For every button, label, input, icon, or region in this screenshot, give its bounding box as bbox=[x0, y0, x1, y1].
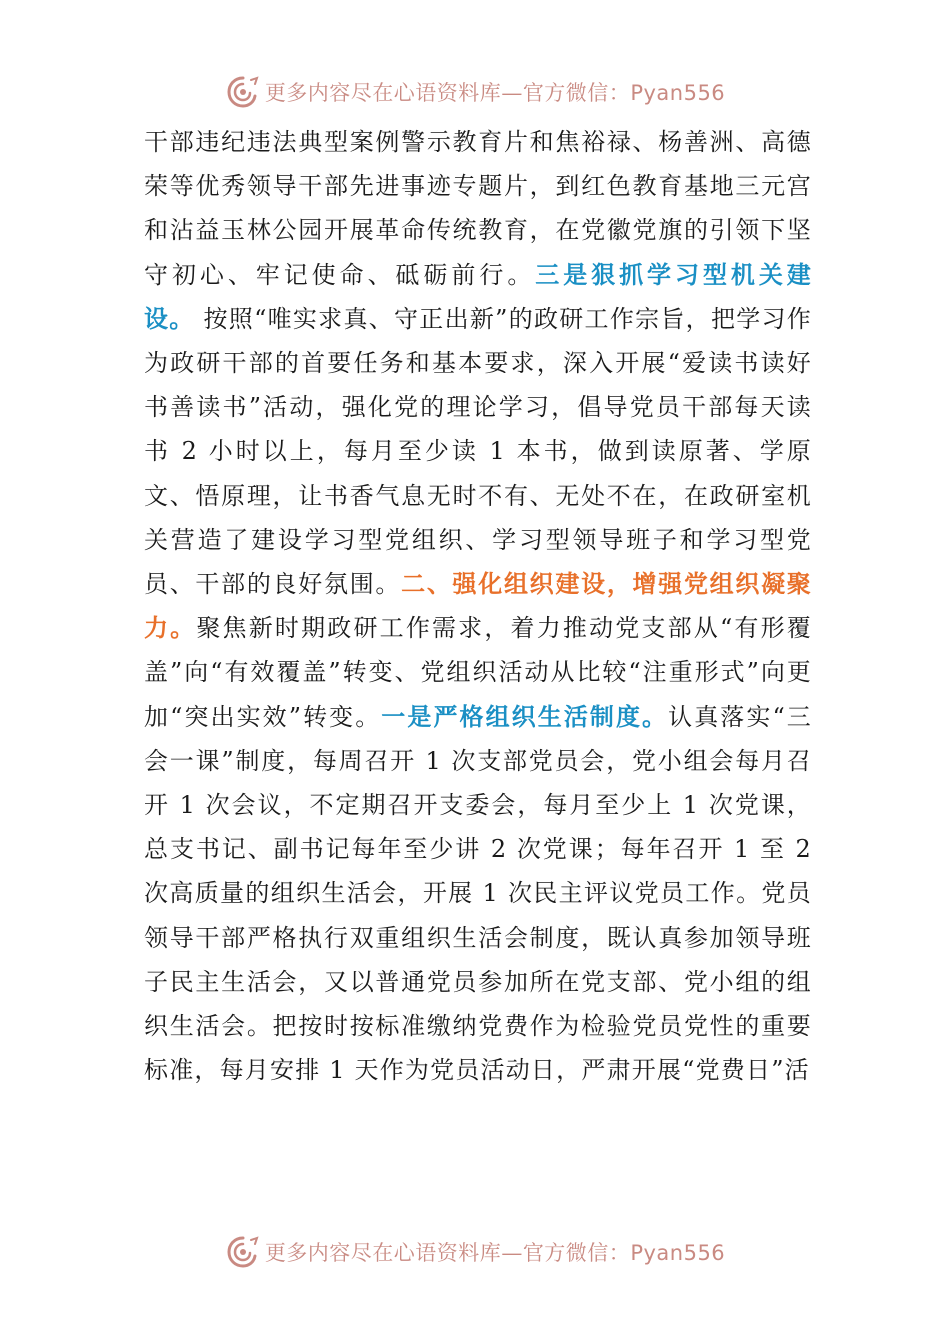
body-text-4: 认真落实“三会一课”制度，每周召开 1 次支部党员会，党小组会每月召开 1 次会议，不定期召开支委会，每月至少上 1 次党课，总支书记、副书记每年至少讲 2 次党课；每年召开 1 至 2 次高质量的组织生活会，开展 1 次民主评议党员工作。党员领导干部严格执行双重组织生活会制度，既认真参加领导班子民主生活会，又以普通党员参加所在党支部、党小组的组织生活会。把按时按标准缴纳党费作为检验党员党性的重要标准，每月安排 1 天作为党员活动日，严肃开展“党费日”活 bbox=[144, 702, 812, 1085]
body-text-1: 干部违纪违法典型案例警示教育片和焦裕禄、杨善洲、高德荣等优秀领导干部先进事迹专题片，到红色教育基地三元宫和沾益玉林公园开展革命传统教育，在党徽党旗的引领下坚守初心、牢记使命、砥砺前行。 bbox=[144, 128, 812, 289]
subheading-one: 一是严格组织生活制度。 bbox=[381, 701, 669, 731]
document-body bbox=[144, 120, 812, 1092]
body-text-3: 聚焦新时期政研工作需求，着力推动党支部从“有形覆盖”向“有效覆盖”转变、党组织活动从比较“注重形式”向更加“突出实效”转变。 bbox=[144, 614, 812, 731]
body-text-2: 按照“唯实求真、守正出新”的政研工作宗旨，把学习作为政研干部的首要任务和基本要求，深入开展“爱读书读好书善读书”活动，强化党的理论学习，倡导党员干部每天读书 2 小时以上，每月至少读 1 本书，做到读原著、学原文、悟原理，让书香气息无时不有、无处不在，在政研室机关营造了建设学习型党组织、学习型领导班子和学习型党员、干部的良好氛围。 bbox=[144, 304, 812, 599]
swirl-logo-icon bbox=[225, 74, 261, 110]
section-heading-two: 二、强化组织建设，增强党组织凝聚力。 bbox=[144, 569, 813, 643]
footer-banner bbox=[0, 1230, 950, 1274]
swirl-logo-icon bbox=[225, 1234, 261, 1270]
body-paragraph bbox=[144, 120, 812, 1092]
wechat-id: Pyan556 bbox=[630, 1241, 726, 1265]
banner-text: 更多内容尽在心语资料库—官方微信：Pyan556 bbox=[264, 81, 726, 105]
banner-text: 更多内容尽在心语资料库—官方微信：Pyan556 bbox=[264, 1241, 726, 1265]
header-banner bbox=[0, 70, 950, 114]
subheading-three: 三是狠抓学习型机关建设。 bbox=[144, 259, 812, 333]
wechat-id: Pyan556 bbox=[630, 81, 726, 105]
